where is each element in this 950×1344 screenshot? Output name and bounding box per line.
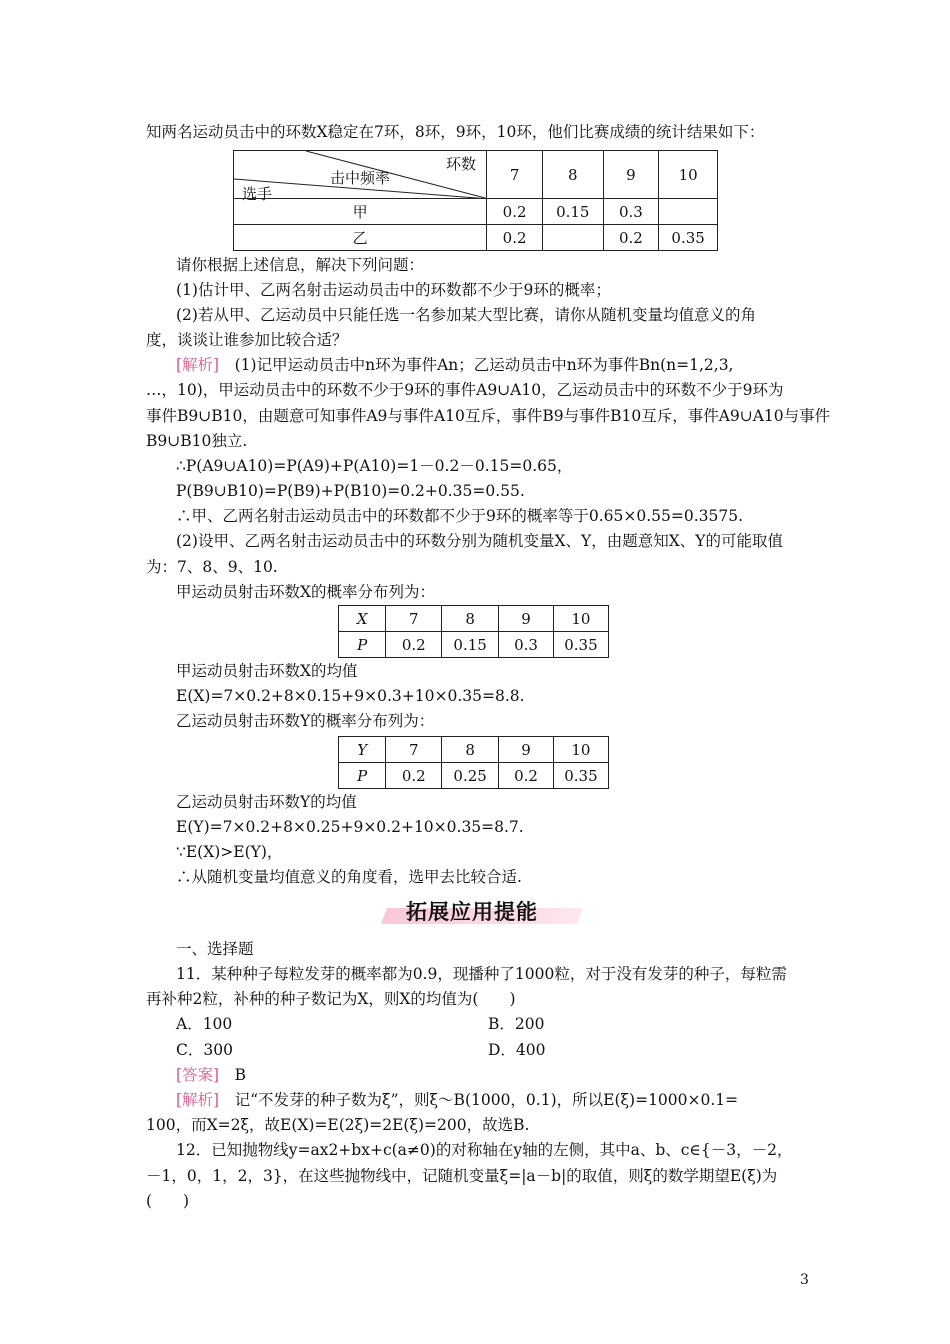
cell: P [339, 632, 386, 658]
cell: Y [339, 737, 386, 763]
analysis-11b: 100，而X=2ξ，故E(X)=E(2ξ)=2E(ξ)=200，故选B. [146, 1116, 530, 1134]
question-2b: 度，谈谈让谁参加比较合适？ [146, 331, 348, 349]
header-frequency: 击中频率 [330, 169, 391, 187]
col-header: 9 [603, 151, 659, 199]
solution-line-12: E(X)=7×0.2+8×0.15+9×0.3+10×0.35=8.8. [176, 687, 525, 705]
answer-line [176, 1063, 246, 1087]
option-d: D．400 [488, 1041, 546, 1059]
solution-line-13: 乙运动员射击环数Y的概率分布列为： [176, 712, 435, 730]
analysis-text: 记“不发芽的种子数为ξ”，则ξ～B(1000，0.1)，所以E(ξ)=1000×0.1= [234, 1091, 739, 1109]
cell: 0.15 [442, 632, 499, 658]
question-11a: 11．某种种子每粒发芽的概率都为0.9，现播种了1000粒，对于没有发芽的种子，每粒需 [176, 965, 787, 983]
question-2a: (2)若从甲、乙运动员中只能任选一名参加某大型比赛，请你从随机变量均值意义的角 [176, 306, 756, 324]
table-row [339, 763, 609, 789]
cell: 0.25 [442, 763, 499, 789]
solution-line-4: B9∪B10独立. [146, 432, 248, 450]
question-12c: ( ) [146, 1192, 190, 1210]
question-12a: 12．已知抛物线y=ax2+bx+c(a≠0)的对称轴在y轴的左侧，其中a、b、c∈{－3，－2， [176, 1141, 793, 1159]
score-table [233, 150, 718, 251]
analysis-tag: [解析] [176, 1091, 220, 1109]
solution-line-16: ∵E(X)>E(Y)， [176, 843, 283, 861]
solution-line-6: P(B9∪B10)=P(B9)+P(B10)=0.2+0.35=0.55. [176, 482, 525, 500]
question-11b: 再补种2粒，补种的种子数记为X，则X的均值为( ) [146, 990, 516, 1008]
cell: 0.2 [386, 632, 442, 658]
cell: 0.3 [603, 199, 659, 225]
cell: X [339, 606, 386, 632]
page-number: 3 [800, 1272, 809, 1288]
question-1: (1)估计甲、乙两名射击运动员击中的环数都不少于9环的概率； [176, 281, 611, 299]
analysis-tag: [解析] [176, 356, 220, 374]
solution-line-9: 为：7、8、9、10. [146, 558, 278, 576]
cell [542, 225, 603, 251]
option-c: C．300 [176, 1041, 233, 1059]
cell: 8 [442, 606, 499, 632]
cell: 10 [553, 606, 608, 632]
cell: 0.2 [603, 225, 659, 251]
table-row [339, 606, 609, 632]
cell: 0.2 [487, 199, 543, 225]
solution-line-3: 事件B9∪B10，由题意可知事件A9与事件A10互斥，事件B9与事件B10互斥，事件A9∪A10与事件 [146, 407, 831, 425]
cell: 0.3 [499, 632, 554, 658]
section-heading [384, 896, 584, 930]
cell [659, 199, 718, 225]
header-player: 选手 [242, 185, 273, 203]
solution-line-11: 甲运动员射击环数X的均值 [176, 662, 358, 680]
table-row [339, 737, 609, 763]
cell: 9 [499, 737, 554, 763]
cell: 0.35 [553, 763, 608, 789]
intro-text: 知两名运动员击中的环数X稳定在7环，8环，9环，10环，他们比赛成绩的统计结果如下： [146, 123, 765, 141]
cell: 9 [499, 606, 554, 632]
row-name: 甲 [234, 199, 487, 225]
cell: 0.2 [499, 763, 554, 789]
cell: 7 [386, 606, 442, 632]
cell: 0.2 [386, 763, 442, 789]
solution-line-14: 乙运动员射击环数Y的均值 [176, 793, 357, 811]
distribution-table-y [338, 736, 609, 789]
answer-value: B [234, 1066, 247, 1084]
answer-tag: [答案] [176, 1066, 220, 1084]
cell: P [339, 763, 386, 789]
col-header: 8 [542, 151, 603, 199]
solution-line-17: ∴从随机变量均值意义的角度看，选甲去比较合适. [176, 868, 522, 886]
cell: 10 [553, 737, 608, 763]
header-rings: 环数 [446, 155, 477, 173]
solution-line-8: (2)设甲、乙两名射击运动员击中的环数分别为随机变量X、Y，由题意知X、Y的可能取值 [176, 532, 783, 550]
option-b: B．200 [488, 1015, 545, 1033]
table-row [234, 225, 718, 251]
distribution-table-x [338, 605, 609, 658]
solution-text: (1)记甲运动员击中n环为事件An；乙运动员击中n环为事件Bn(n=1,2,3, [234, 356, 734, 374]
section-title: 拓展应用提能 [406, 900, 538, 924]
col-header: 7 [487, 151, 543, 199]
cell: 7 [386, 737, 442, 763]
cell: 0.35 [553, 632, 608, 658]
solution-line-15: E(Y)=7×0.2+8×0.25+9×0.2+10×0.35=8.7. [176, 818, 524, 836]
task-text: 请你根据上述信息，解决下列问题： [176, 256, 425, 274]
solution-line-2: …，10)，甲运动员击中的环数不少于9环的事件A9∪A10，乙运动员击中的环数不少于9环为 [146, 381, 784, 399]
cell: 8 [442, 737, 499, 763]
cell: 0.15 [542, 199, 603, 225]
solution-line-5: ∴P(A9∪A10)=P(A9)+P(A10)=1－0.2－0.15=0.65， [176, 457, 573, 475]
solution-line-7: ∴甲、乙两名射击运动员击中的环数都不少于9环的概率等于0.65×0.55=0.3575. [176, 507, 744, 525]
solution-line-1 [176, 353, 733, 377]
table-row [339, 632, 609, 658]
cell: 0.35 [659, 225, 718, 251]
question-12b: －1，0，1，2，3}，在这些抛物线中，记随机变量ξ=|a－b|的取值，则ξ的数学期望E(ξ)为 [146, 1167, 778, 1185]
row-name: 乙 [234, 225, 487, 251]
cell: 0.2 [487, 225, 543, 251]
table-header-diagonal [234, 151, 487, 203]
col-header: 10 [659, 151, 718, 199]
part-heading: 一、选择题 [176, 940, 254, 958]
solution-line-10: 甲运动员射击环数X的概率分布列为： [176, 583, 436, 601]
analysis-11a [176, 1088, 738, 1112]
option-a: A．100 [176, 1015, 233, 1033]
table-row [234, 199, 718, 225]
